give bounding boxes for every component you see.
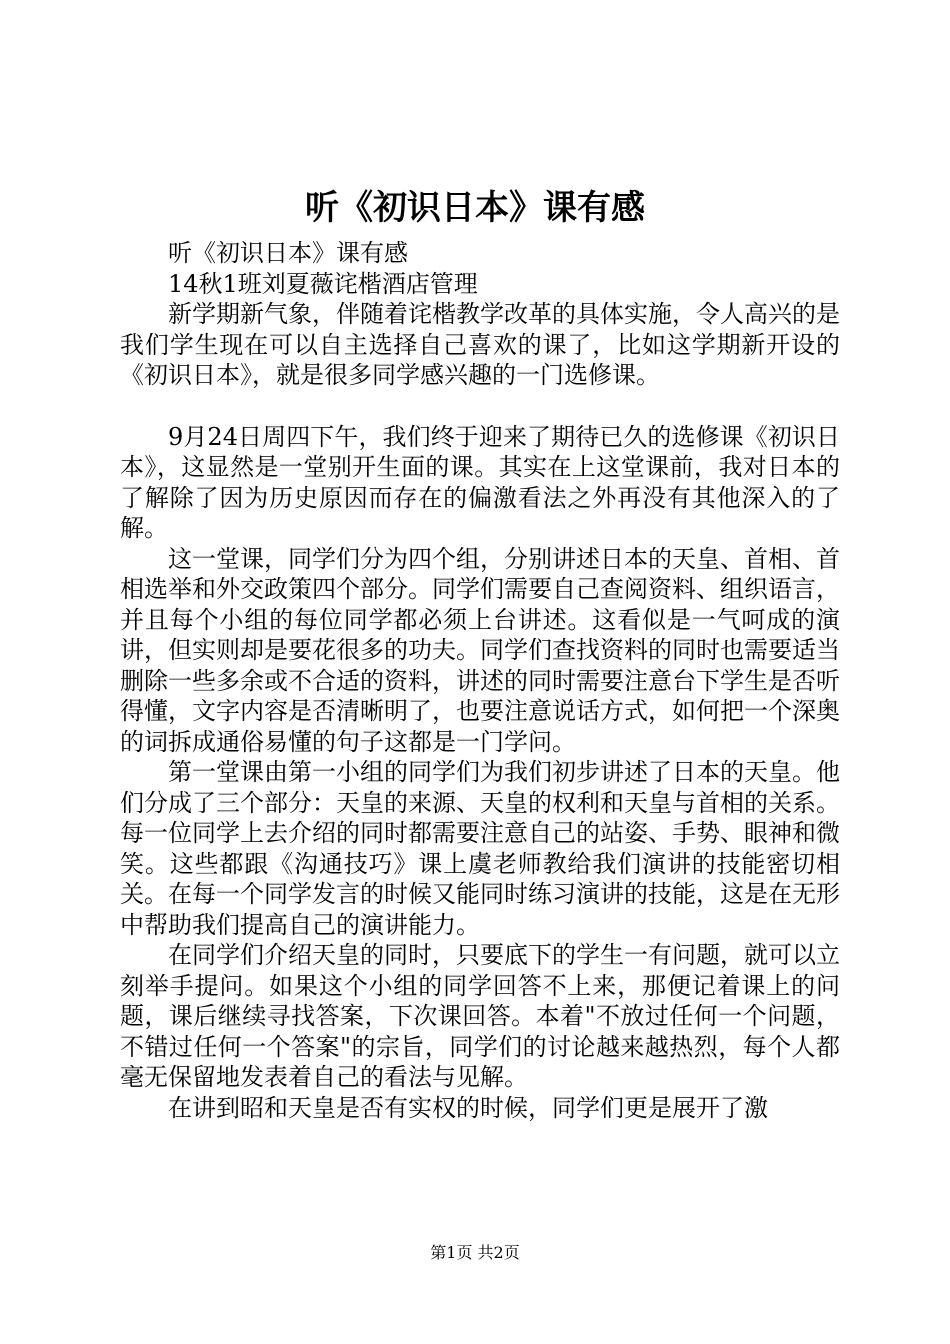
paragraph-intro: 新学期新气象，伴随着诧楷教学改革的具体实施，令人高兴的是我们学生现在可以自主选择自己喜欢的课了，比如这学期新开设的《初识日本》，就是很多同学感兴趣的一门选修课。 [120,300,840,389]
paragraph-showa: 在讲到昭和天皇是否有实权的时候，同学们更是展开了激 [168,1093,768,1122]
document-title: 听《初识日本》课有感 [305,188,645,228]
paragraph-class-date: 9月24日周四下午，我们终于迎来了期待已久的选修课《初识日本》，这显然是一堂别开生面的课。其实在上这堂课前，我对日本的了解除了因为历史原因而存在的偏激看法之外再没有其他深入的了解。 [120,422,840,542]
paragraph-author: 14秋1班刘夏薇诧楷酒店管理 [168,269,478,298]
paragraph-first-class: 第一堂课由第一小组的同学们为我们初步讲述了日本的天皇。他们分成了三个部分：天皇的来源、天皇的权利和天皇与首相的关系。每一位同学上去介绍的同时都需要注意自己的站姿、手势、眼神和微笑。这些都跟《沟通技巧》课上虞老师教给我们演讲的技能密切相关。在每一个同学发言的时候又能同时练习演讲的技能，这是在无形中帮助我们提高自己的演讲能力。 [120,758,840,939]
paragraph-questions: 在同学们介绍天皇的同时，只要底下的学生一有问题，就可以立刻举手提问。如果这个小组的同学回答不上来，那便记着课上的问题，课后继续寻找答案，下次课回答。本着"不放过任何一个问题，不错过任何一个答案"的宗旨，同学们的讨论越来越热烈，每个人都毫无保留地发表着自己的看法与见解。 [120,941,840,1091]
paragraph-subtitle: 听《初识日本》课有感 [168,239,408,267]
document-body [120,238,840,1123]
paragraph-groups: 这一堂课，同学们分为四个组，分别讲述日本的天皇、首相、首相选举和外交政策四个部分。同学们需要自己查阅资料、组织语言，并且每个小组的每位同学都必须上台讲述。这看似是一气呵成的演讲，但实则却是要花很多的功夫。同学们查找资料的同时也需要适当删除一些多余或不合适的资料，讲述的同时需要注意台下学生是否听得懂，文字内容是否清晰明了，也要注意说话方式，如何把一个深奥的词拆成通俗易懂的句子这都是一门学问。 [120,544,840,756]
page-number-footer: 第1页 共2页 [430,1243,520,1262]
